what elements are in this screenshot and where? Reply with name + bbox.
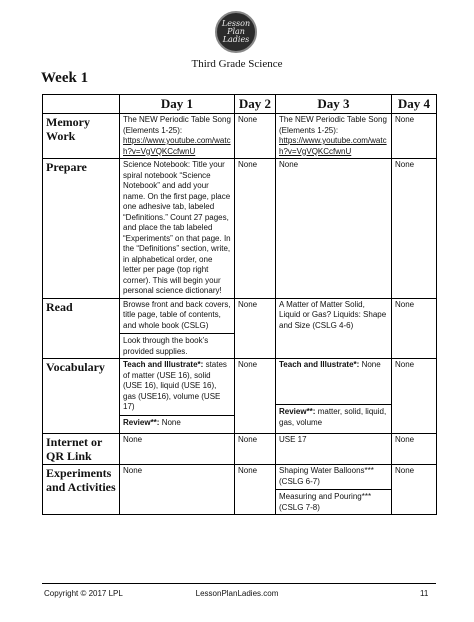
vocabulary-day3-text: None [361, 360, 381, 369]
corner-cell [43, 95, 120, 114]
prepare-day4-cell: None [392, 159, 437, 299]
prepare-day3-cell: None [276, 159, 392, 299]
vocabulary-day4-cell: None [392, 359, 437, 434]
column-header-day1: Day 1 [120, 95, 235, 114]
row-label-memory-work: Memory Work [43, 114, 120, 159]
vocabulary-day1-review: None [161, 417, 181, 427]
vocabulary-day1-text: states of matter (USE 16), solid (USE 16), liquid (USE 16), gas (USE16), volume (USE 17) [123, 360, 227, 411]
memory-day1-cell [120, 114, 235, 159]
footer-page-number: 11 [420, 589, 429, 598]
column-header-day4: Day 4 [392, 95, 437, 114]
experiments-day4-cell: None [392, 465, 437, 515]
vocabulary-day3-review: matter, solid, liquid, gas, volume [279, 407, 387, 427]
memory-day3-text: The NEW Periodic Table Song (Elements 1-25): [279, 115, 387, 135]
vocabulary-day3-cell [276, 359, 392, 434]
row-label-prepare: Prepare [43, 159, 120, 299]
internet-day4-cell: None [392, 434, 437, 465]
header-row [43, 95, 437, 114]
logo [215, 11, 257, 53]
vocabulary-day3-review-head: Review**: [279, 407, 316, 416]
read-day1-cell [120, 298, 235, 359]
row-experiments [43, 465, 437, 515]
vocabulary-day1-cell [120, 359, 235, 434]
prepare-day2-cell: None [235, 159, 276, 299]
vocabulary-day1-head: Teach and Illustrate*: [123, 360, 204, 369]
row-label-experiments: Experiments and Activities [43, 465, 120, 515]
memory-day1-text: The NEW Periodic Table Song (Elements 1-25): [123, 115, 231, 135]
internet-day2-cell: None [235, 434, 276, 465]
experiments-day1-cell: None [120, 465, 235, 515]
read-day1-text-b: Look through the book’s provided supplies. [120, 333, 234, 357]
week-title: Week 1 [41, 70, 89, 86]
vocabulary-day3-head: Teach and Illustrate*: [279, 360, 360, 369]
prepare-day1-cell: Science Notebook: Title your spiral notebook “Science Notebook” and add your name. On the first page, place one adhesive tab, labeled “Definitions.” Count 27 pages, and place the tab labeled “Experiments” on that page. In the “Definitions” section, write, in alphabetical order, one letter per page (top right corner). This will begin your personal science dictionary! [120, 159, 235, 299]
column-header-day3: Day 3 [276, 95, 392, 114]
subject-title: Third Grade Science [191, 58, 283, 70]
vocabulary-day1-review-head: Review**: [123, 417, 160, 427]
internet-day1-cell: None [120, 434, 235, 465]
read-day2-cell: None [235, 298, 276, 359]
row-memory-work [43, 114, 437, 159]
memory-day1-link[interactable]: https://www.youtube.com/watch?v=VgVQKCcfwnU [123, 136, 231, 156]
experiments-day3-text-a: Shaping Water Balloons*** (CSLG 6-7) [279, 466, 374, 486]
row-vocabulary [43, 359, 437, 434]
experiments-day3-text-b: Measuring and Pouring*** (CSLG 7-8) [276, 489, 391, 513]
memory-day2-cell: None [235, 114, 276, 159]
column-header-day2: Day 2 [235, 95, 276, 114]
row-label-vocabulary: Vocabulary [43, 359, 120, 434]
row-label-read: Read [43, 298, 120, 359]
footer-site: LessonPlanLadies.com [195, 589, 279, 598]
read-day3-cell: A Matter of Matter Solid, Liquid or Gas? Liquids: Shape and Size (CSLG 4-6) [276, 298, 392, 359]
footer-copyright: Copyright © 2017 LPL [44, 589, 123, 598]
vocabulary-day2-cell: None [235, 359, 276, 434]
lesson-plan-table [42, 94, 437, 515]
row-prepare [43, 159, 437, 299]
footer-divider [42, 583, 436, 584]
experiments-day3-cell [276, 465, 392, 515]
row-internet [43, 434, 437, 465]
memory-day3-link[interactable]: https://www.youtube.com/watch?v=VgVQKCcfwnU [279, 136, 387, 156]
internet-day3-cell: USE 17 [276, 434, 392, 465]
logo-text: Lesson Plan Ladies [221, 19, 251, 44]
memory-day4-cell: None [392, 114, 437, 159]
read-day1-text-a: Browse front and back covers, title page, table of contents, and whole book (CSLG) [123, 299, 231, 330]
read-day4-cell: None [392, 298, 437, 359]
row-label-internet: Internet or QR Link [43, 434, 120, 465]
experiments-day2-cell: None [235, 465, 276, 515]
row-read [43, 298, 437, 359]
memory-day3-cell [276, 114, 392, 159]
